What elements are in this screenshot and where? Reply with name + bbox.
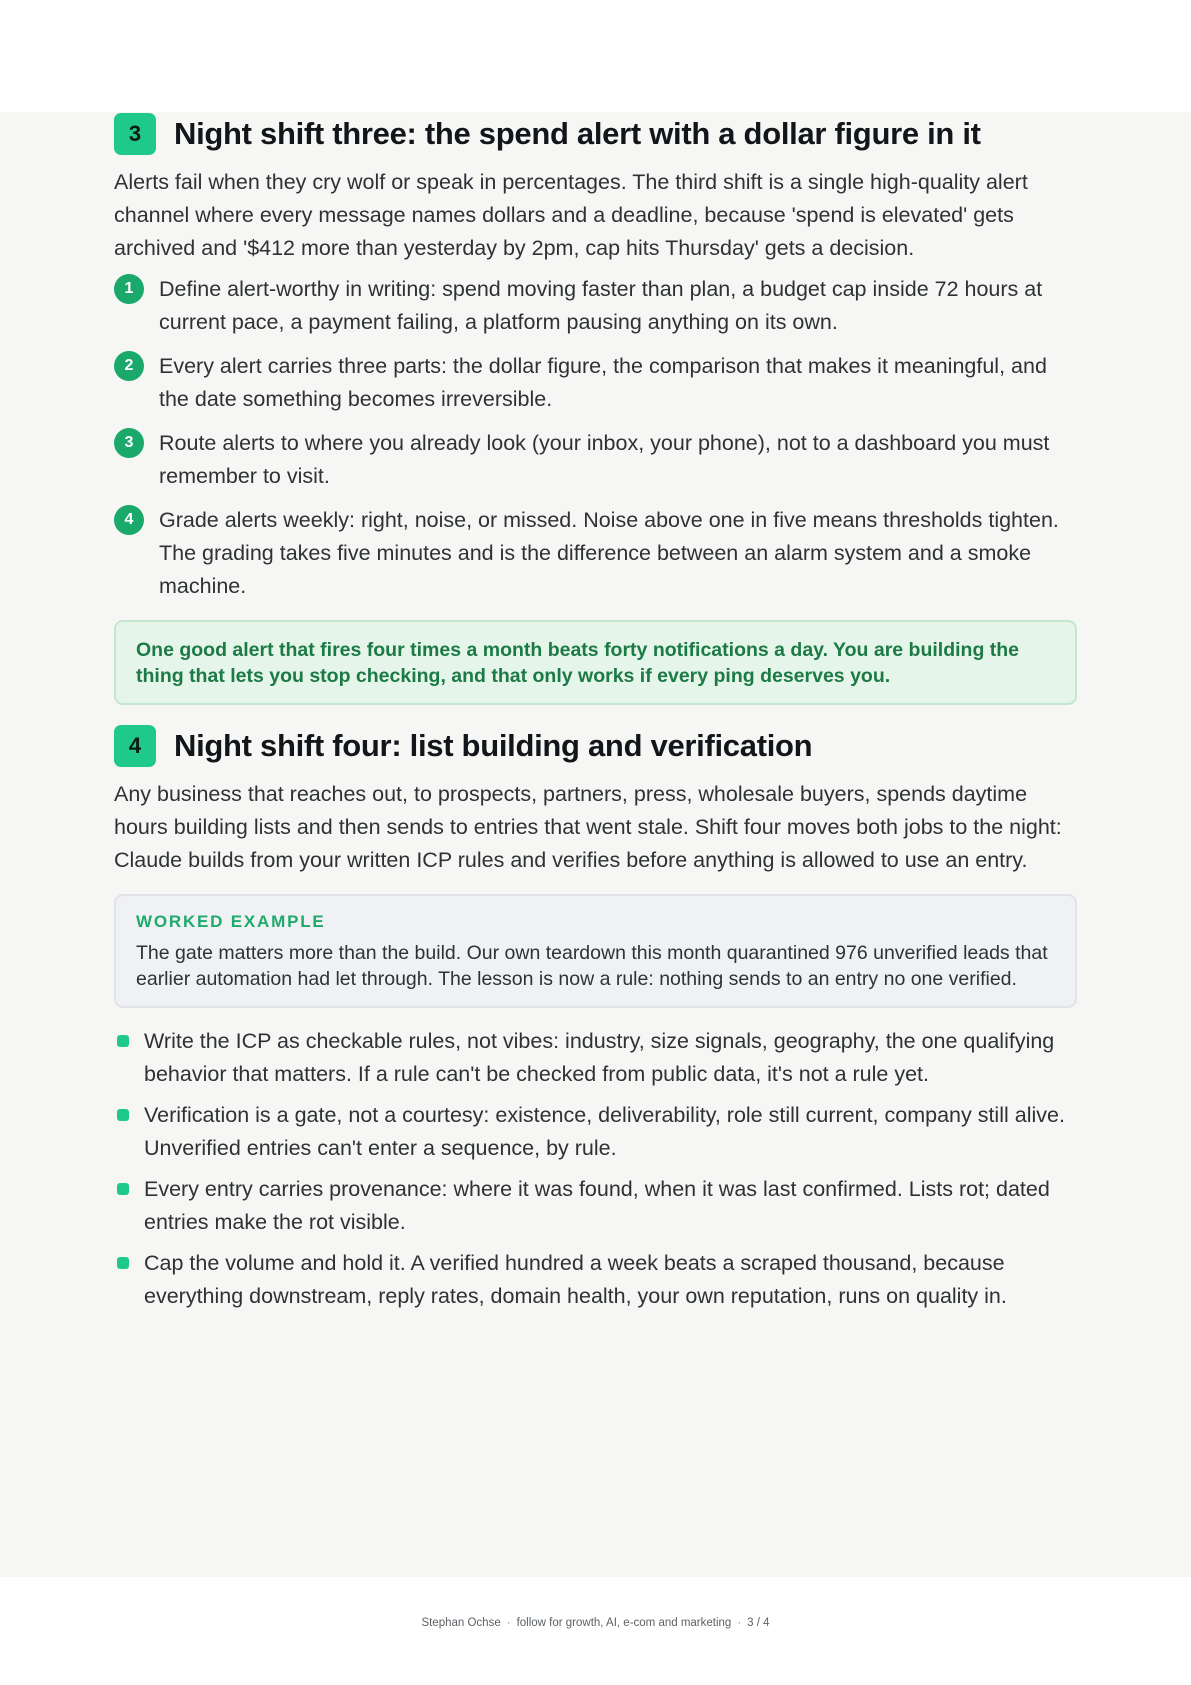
step-item: [114, 273, 1077, 339]
footer-separator: ·: [506, 1617, 511, 1629]
worked-example-box: [114, 894, 1077, 1008]
step-item: [114, 350, 1077, 416]
section-3-number-badge: 3: [114, 113, 156, 155]
worked-example-label: WORKED EXAMPLE: [136, 912, 326, 931]
page-content: [114, 112, 1077, 1313]
bullet-marker: [117, 1035, 129, 1047]
bullet-marker: [117, 1257, 129, 1269]
section-3-steps: [114, 273, 1077, 603]
section-4-header: [114, 724, 1077, 768]
step-text: Every alert carries three parts: the dollar figure, the comparison that makes it meaningful, and the date something becomes irreversible.: [159, 354, 1047, 411]
footer-separator: ·: [737, 1617, 742, 1629]
section-4-number-badge: 4: [114, 725, 156, 767]
step-number-badge: 3: [114, 428, 144, 458]
footer-tagline: follow for growth, AI, e-com and marketing: [516, 1617, 732, 1629]
bullet-marker: [117, 1183, 129, 1195]
bullet-item: [114, 1099, 1077, 1165]
bullet-marker: [117, 1109, 129, 1121]
section-3-title: Night shift three: the spend alert with a dollar figure in it: [174, 116, 981, 151]
footer-author: Stephan Ochse: [421, 1617, 501, 1629]
section-4-title: Night shift four: list building and verification: [174, 728, 813, 763]
section-3-callout: One good alert that fires four times a month beats forty notifications a day. You are building the thing that lets you stop checking, and that only works if every ping deserves you.: [114, 620, 1077, 705]
step-item: [114, 427, 1077, 493]
bullet-text: Verification is a gate, not a courtesy: existence, deliverability, role still current, company still alive. Unverified entries can't enter a sequence, by rule.: [144, 1103, 1065, 1160]
step-number-badge: 1: [114, 274, 144, 304]
footer-page-number: 3 / 4: [747, 1617, 770, 1629]
section-4-bullets: [114, 1025, 1077, 1313]
step-number-badge: 4: [114, 505, 144, 535]
section-3-header: [114, 112, 1077, 156]
step-text: Grade alerts weekly: right, noise, or missed. Noise above one in five means thresholds tighten. The grading takes five minutes and is the difference between an alarm system and a smoke machine.: [159, 508, 1059, 598]
step-number-badge: 2: [114, 351, 144, 381]
bullet-item: [114, 1247, 1077, 1313]
section-4-intro: Any business that reaches out, to prospects, partners, press, wholesale buyers, spends daytime hours building lists and then sends to entries that went stale. Shift four moves both jobs to the night: Claude builds from your written ICP rules and verifies before anything is allowed to use an entry.: [114, 782, 1062, 872]
section-3-intro: Alerts fail when they cry wolf or speak in percentages. The third shift is a single high-quality alert channel where every message names dollars and a deadline, because 'spend is elevated' gets archived and '$412 more than yesterday by 2pm, cap hits Thursday' gets a decision.: [114, 170, 1028, 260]
step-item: [114, 504, 1077, 603]
worked-example-text: The gate matters more than the build. Our own teardown this month quarantined 976 unverified leads that earlier automation had let through. The lesson is now a rule: nothing sends to an entry no one verified.: [136, 942, 1048, 990]
bullet-item: [114, 1173, 1077, 1239]
bullet-text: Write the ICP as checkable rules, not vibes: industry, size signals, geography, the one qualifying behavior that matters. If a rule can't be checked from public data, it's not a rule yet.: [144, 1029, 1055, 1086]
step-text: Route alerts to where you already look (your inbox, your phone), not to a dashboard you must remember to visit.: [159, 431, 1050, 488]
bullet-item: [114, 1025, 1077, 1091]
bullet-text: Every entry carries provenance: where it was found, when it was last confirmed. Lists rot; dated entries make the rot visible.: [144, 1177, 1050, 1234]
bullet-text: Cap the volume and hold it. A verified hundred a week beats a scraped thousand, because everything downstream, reply rates, domain health, your own reputation, runs on quality in.: [144, 1251, 1007, 1308]
page-footer: [0, 1617, 1191, 1629]
step-text: Define alert-worthy in writing: spend moving faster than plan, a budget cap inside 72 hours at current pace, a payment failing, a platform pausing anything on its own.: [159, 277, 1043, 334]
